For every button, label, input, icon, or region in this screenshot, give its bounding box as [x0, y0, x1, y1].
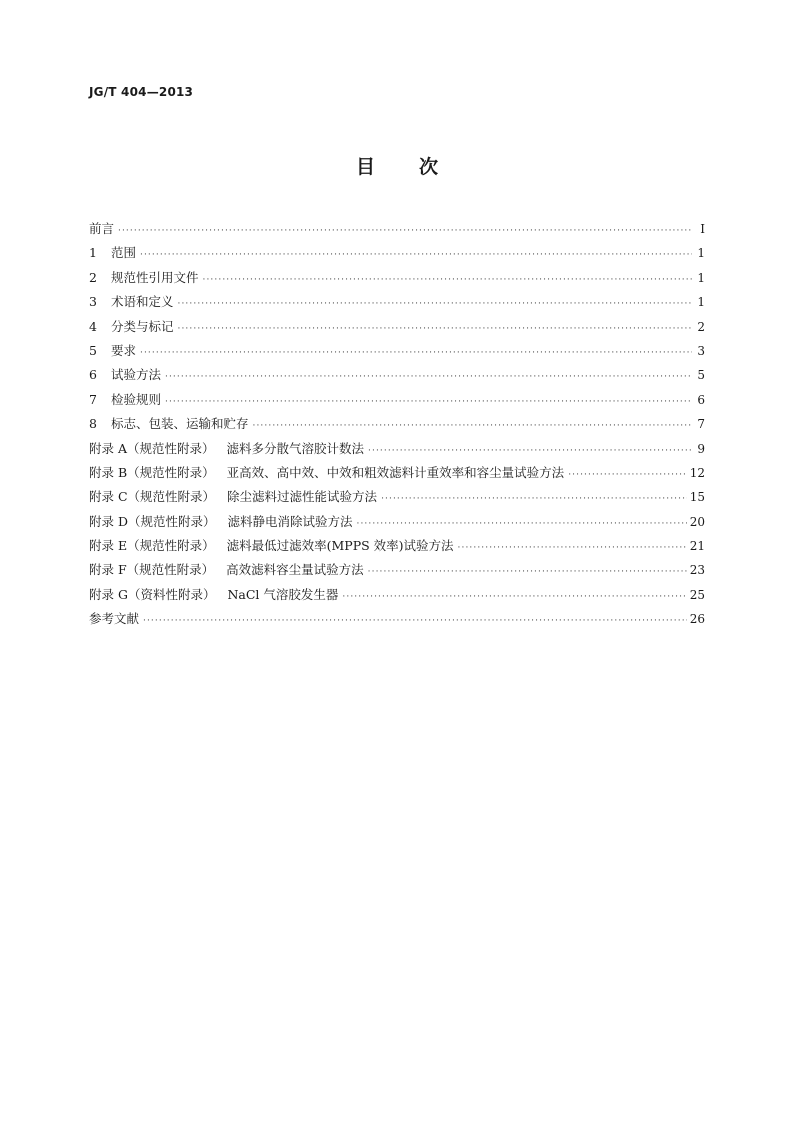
toc-entry-title: 滤料静电消除试验方法	[227, 513, 353, 529]
toc-entry-text	[89, 315, 178, 339]
toc-entry-annex-label: 附录 B（规范性附录）	[89, 464, 215, 480]
toc-entry-title: 试验方法	[111, 367, 162, 383]
toc-dot-leader	[165, 365, 692, 389]
toc-entry[interactable]	[89, 339, 705, 363]
toc-entry-text	[89, 266, 203, 290]
toc-entry-text	[89, 339, 140, 363]
toc-page-number: 12	[689, 465, 705, 480]
toc-entry-number: 3	[89, 294, 97, 310]
toc-page-number: 6	[697, 392, 705, 407]
toc-entry-title: 滤料多分散气溶胶计数法	[226, 440, 365, 456]
toc-title: 目次	[355, 156, 482, 178]
toc-page-number: 15	[689, 490, 705, 505]
toc-entry-text	[89, 510, 357, 534]
toc-entry[interactable]	[89, 437, 705, 461]
toc-dot-leader	[368, 560, 687, 584]
toc-entry-text	[89, 485, 381, 509]
toc-entry[interactable]	[89, 388, 705, 412]
toc-page-number: 26	[689, 612, 705, 627]
toc-dot-leader	[368, 439, 692, 463]
document-code: JG/T 404—2013	[89, 85, 194, 99]
toc-entry-number: 8	[89, 416, 97, 432]
toc-entry[interactable]	[89, 315, 705, 339]
toc-entry-text	[89, 534, 458, 558]
toc-entry-number: 6	[89, 367, 97, 383]
toc-entry-text	[89, 412, 253, 436]
toc-entry-number: 5	[89, 342, 97, 358]
toc-dot-leader	[458, 536, 687, 560]
table-of-contents	[89, 217, 705, 632]
toc-page-number: 5	[697, 368, 705, 383]
toc-dot-leader	[143, 609, 687, 633]
toc-entry-title: 参考文献	[89, 611, 140, 627]
toc-dot-leader	[203, 268, 692, 292]
toc-entry[interactable]	[89, 363, 705, 387]
toc-dot-leader	[178, 292, 692, 316]
toc-entry[interactable]	[89, 290, 705, 314]
toc-entry-annex-label: 附录 C（规范性附录）	[89, 489, 216, 505]
toc-page-number: 7	[697, 417, 705, 432]
toc-page-number: 21	[689, 539, 705, 554]
toc-dot-leader	[165, 390, 692, 414]
toc-page-number: 9	[697, 441, 705, 456]
toc-dot-leader	[342, 585, 686, 609]
toc-entry-title: 标志、包装、运输和贮存	[111, 416, 249, 432]
toc-entry-title: 术语和定义	[111, 294, 174, 310]
toc-entry-text	[89, 461, 568, 485]
toc-entry-number: 4	[89, 318, 97, 334]
toc-page-number: 1	[697, 270, 705, 285]
toc-entry-text	[89, 241, 140, 265]
toc-entry-title: 亚高效、高中效、中效和粗效滤料计重效率和容尘量试验方法	[226, 464, 565, 480]
toc-entry-title: 检验规则	[111, 391, 162, 407]
toc-entry-title: 要求	[111, 342, 137, 358]
toc-entry[interactable]	[89, 583, 705, 607]
toc-dot-leader	[140, 243, 692, 267]
toc-entry[interactable]	[89, 266, 705, 290]
toc-page-number: 20	[689, 514, 705, 529]
toc-page-number: 25	[689, 587, 705, 602]
toc-entry[interactable]	[89, 558, 705, 582]
toc-entry-title: 高效滤料容尘量试验方法	[226, 562, 364, 578]
toc-entry-annex-label: 附录 E（规范性附录）	[89, 538, 215, 554]
toc-entry-title: 除尘滤料过滤性能试验方法	[227, 489, 378, 505]
toc-entry-annex-label: 附录 A（规范性附录）	[89, 440, 215, 456]
toc-entry-text	[89, 363, 165, 387]
toc-entry-text	[89, 217, 118, 241]
toc-entry[interactable]	[89, 510, 705, 534]
toc-dot-leader	[381, 487, 687, 511]
toc-page-number: 1	[697, 295, 705, 310]
toc-page-number: 3	[697, 343, 705, 358]
toc-entry[interactable]	[89, 607, 705, 631]
toc-entry-title: 规范性引用文件	[111, 269, 199, 285]
toc-entry-title: 分类与标记	[111, 318, 174, 334]
toc-entry-text	[89, 290, 178, 314]
toc-entry-text	[89, 388, 165, 412]
toc-entry-number: 7	[89, 391, 97, 407]
toc-page-number: 1	[697, 246, 705, 261]
toc-entry[interactable]	[89, 461, 705, 485]
toc-entry-annex-label: 附录 D（规范性附录）	[89, 513, 216, 529]
toc-entry-title: 范围	[111, 245, 137, 261]
toc-entry[interactable]	[89, 534, 705, 558]
toc-entry-annex-label: 附录 G（资料性附录）	[89, 586, 216, 602]
toc-entry-text	[89, 437, 368, 461]
toc-entry[interactable]	[89, 485, 705, 509]
toc-entry[interactable]	[89, 217, 705, 241]
toc-page-number: 23	[689, 563, 705, 578]
toc-entry-text	[89, 607, 143, 631]
toc-entry-number: 1	[89, 245, 97, 261]
toc-dot-leader	[118, 219, 692, 243]
toc-entry-title: 前言	[89, 221, 115, 236]
toc-entry-title: 滤料最低过滤效率(MPPS 效率)试验方法	[226, 538, 454, 554]
toc-entry-number: 2	[89, 269, 97, 285]
toc-page-number: Ⅰ	[700, 222, 705, 236]
toc-dot-leader	[140, 341, 692, 365]
toc-dot-leader	[568, 463, 687, 487]
toc-entry-text	[89, 583, 342, 607]
toc-entry-text	[89, 558, 368, 582]
toc-entry[interactable]	[89, 241, 705, 265]
toc-entry[interactable]	[89, 412, 705, 436]
toc-page-number: 2	[697, 319, 705, 334]
toc-entry-annex-label: 附录 F（规范性附录）	[89, 562, 215, 578]
toc-dot-leader	[178, 317, 692, 341]
toc-dot-leader	[253, 414, 692, 438]
toc-dot-leader	[357, 512, 687, 536]
toc-entry-title: NaCl 气溶胶发生器	[227, 586, 339, 602]
